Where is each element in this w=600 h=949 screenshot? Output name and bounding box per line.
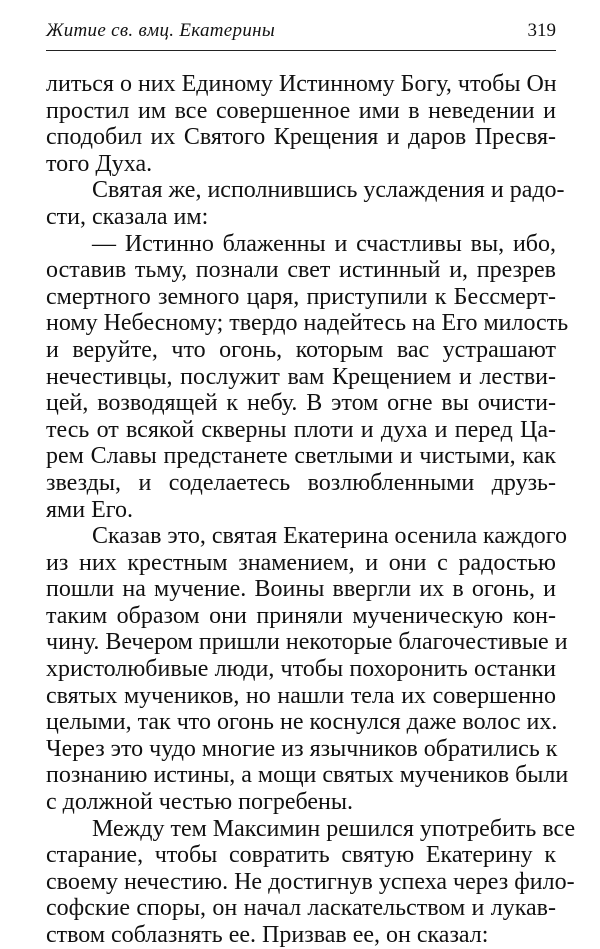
- text-line: Между тем Максимин решился употребить все: [92, 815, 576, 842]
- text-line: цей, возводящей к небу. В этом огне вы очисти-: [46, 390, 556, 417]
- page-number: 319: [527, 20, 556, 41]
- text-line: нечестивцы, послужит вам Крещением и лестви-: [46, 363, 556, 390]
- book-page: [46, 20, 576, 949]
- text-line: тесь от всякой скверны плоти и духа и перед Ца-: [46, 416, 556, 443]
- running-head: [46, 20, 556, 48]
- text-line: ями Его.: [46, 496, 133, 523]
- text-line: чину. Вечером пришли некоторые благочестивые и: [46, 629, 568, 656]
- paragraph: [46, 815, 576, 949]
- text-line: ному Небесному; твердо надейтесь на Его милость: [46, 310, 569, 337]
- header-rule: [46, 50, 556, 51]
- running-title: Житие св. вмц. Екатерины: [46, 20, 276, 41]
- text-line: с должной честью погребены.: [46, 789, 353, 816]
- text-line: святых мучеников, но нашли тела их совершенно: [46, 682, 556, 709]
- text-line: и веруйте, что огонь, которым вас устрашают: [46, 336, 556, 363]
- text-line: рем Славы предстанете светлыми и чистыми, как: [46, 443, 556, 470]
- text-line: сподобил их Святого Крещения и даров Пресвя-: [46, 124, 556, 151]
- body-text: [46, 71, 576, 949]
- text-line: Через это чудо многие из язычников обратились к: [46, 735, 558, 762]
- text-line: оставив тьму, познали свет истинный и, презрев: [46, 257, 556, 284]
- paragraph: [46, 177, 565, 230]
- paragraph: [46, 230, 569, 524]
- text-line: звезды, и соделаетесь возлюбленными друзь-: [46, 469, 556, 496]
- text-line: старание, чтобы совратить святую Екатерину к: [46, 842, 556, 869]
- text-line: познанию истины, а мощи святых мучеников были: [46, 762, 569, 789]
- text-line: Святая же, исполнившись услаждения и радо-: [92, 177, 565, 204]
- text-line: целыми, так что огонь не коснулся даже волос их.: [46, 709, 558, 736]
- text-line: Сказав это, святая Екатерина осенила каждого: [92, 523, 568, 550]
- text-line: пошли на мучение. Воины ввергли их в огонь, и: [46, 576, 556, 603]
- text-line: софские споры, он начал ласкательством и лукав-: [46, 895, 556, 922]
- text-line: того Духа.: [46, 150, 153, 177]
- paragraph: [46, 71, 556, 177]
- text-line: из них крестным знамением, и они с радостью: [46, 549, 556, 576]
- text-line: ством соблазнять ее. Призвав ее, он сказал:: [46, 922, 489, 948]
- text-line: таким образом они приняли мученическую кон-: [46, 602, 556, 629]
- text-line: — Истинно блаженны и счастливы вы, ибо,: [92, 230, 556, 257]
- paragraph: [46, 523, 569, 816]
- text-line: простил им все совершенное ими в неведении и: [46, 97, 556, 124]
- text-line: литься о них Единому Истинному Богу, чтобы Он: [46, 71, 557, 97]
- text-line: своему нечестию. Не достигнув успеха через фило-: [46, 868, 575, 895]
- text-line: сти, сказала им:: [46, 203, 209, 230]
- text-line: христолюбивые люди, чтобы похоронить останки: [46, 656, 556, 683]
- text-line: смертного земного царя, приступили к Бессмерт-: [46, 283, 556, 310]
